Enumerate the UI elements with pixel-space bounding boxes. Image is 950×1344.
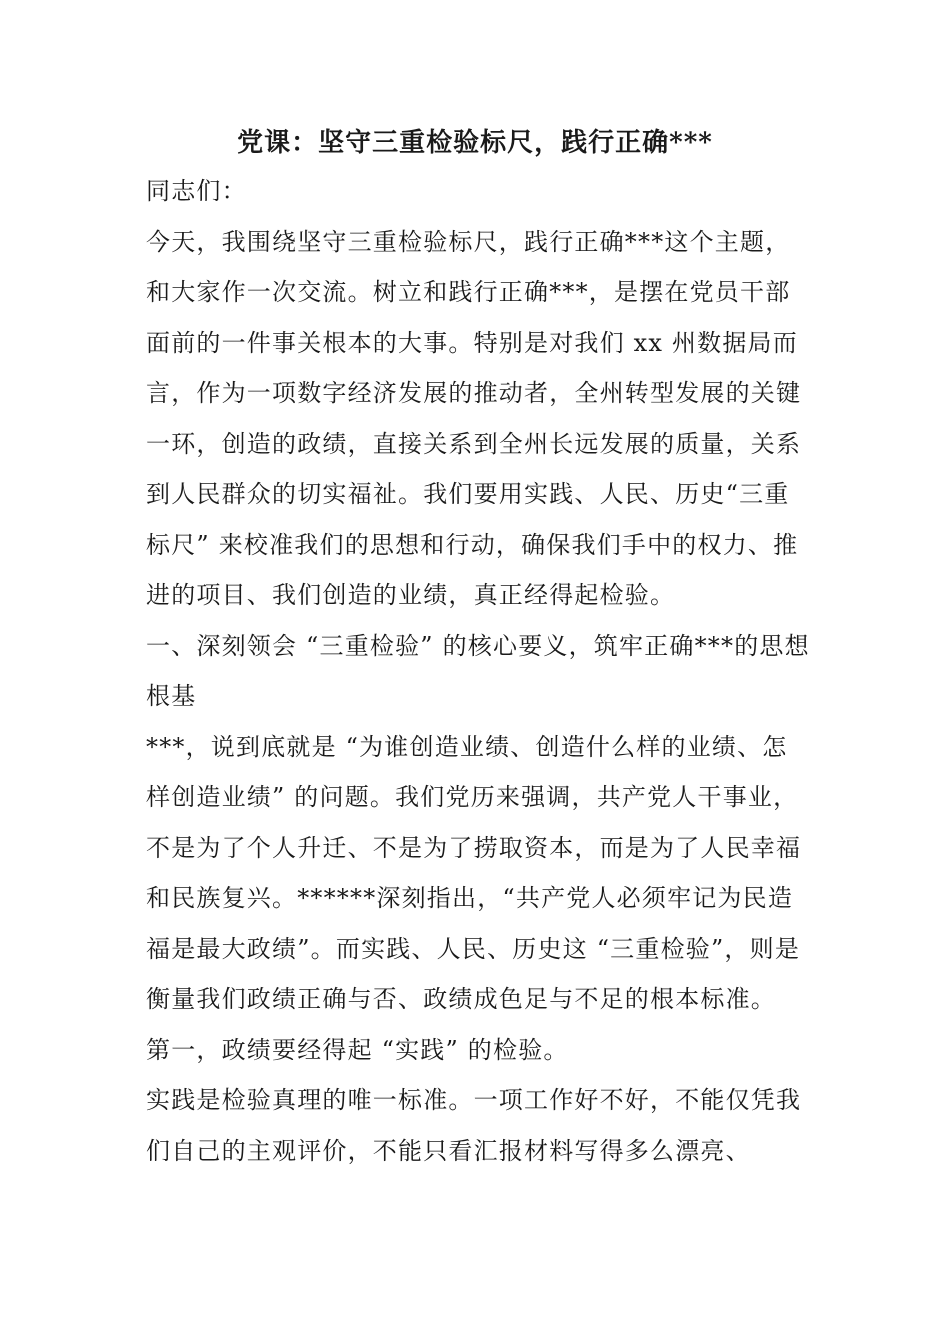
- salutation-paragraph: 同志们：: [146, 177, 247, 205]
- body-paragraph: 实践是检验真理的唯一标准。一项工作好不好，不能仅凭我们自己的主观评价，不能只看汇报材料写得多么漂亮、: [146, 1086, 802, 1165]
- intro-paragraph: 今天，我围绕坚守三重检验标尺，践行正确***这个主题，和大家作一次交流。树立和践行正确***，是摆在党员干部面前的一件事关根本的大事。特别是对我们 xx 州数据局而言，作为一项数字经济发展的推动者，全州转型发展的关键一环，创造的政绩，直接关系到全州长远发展的质量，关系到人民群众的切实福祉。我们要用实践、人民、历史“三重标尺” 来校准我们的思想和行动，确保我们手中的权力、推进的项目、我们创造的业绩，真正经得起检验。: [146, 227, 802, 609]
- section-heading-1: 一、深刻领会 “三重检验” 的核心要义，筑牢正确***的思想根基: [146, 631, 810, 710]
- subsection-heading-1: 第一，政绩要经得起 “实践” 的检验。: [146, 1035, 569, 1064]
- body-paragraph: ***，说到底就是 “为谁创造业绩、创造什么样的业绩、怎样创造业绩” 的问题。我们党历来强调，共产党人干事业，不是为了个人升迁、不是为了捞取资本，而是为了人民幸福和民族复兴。******深刻指出，“共产党人必须牢记为民造福是最大政绩”。而实践、人民、历史这 “三重检验”，则是衡量我们政绩正确与否、政绩成色足与不足的根本标准。: [146, 732, 802, 1013]
- document-body: [146, 166, 810, 1176]
- document-title: 党课：坚守三重检验标尺，践行正确***: [237, 128, 713, 158]
